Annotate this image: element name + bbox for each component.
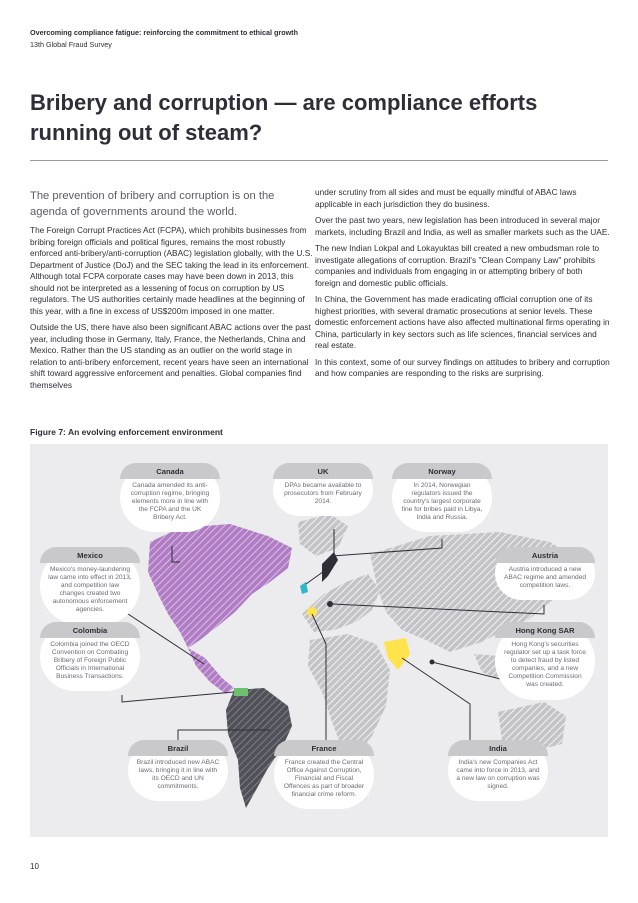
page-number: 10 — [30, 862, 39, 871]
connector-india — [402, 658, 470, 740]
callout-text: France created the Central Office Against Corruption, Financial and Fiscal Offences as part of broader financial crime reform. — [283, 759, 365, 799]
colombia-highlight — [234, 688, 248, 696]
body-paragraph: Over the past two years, new legislation has been introduced in several major markets, including Brazil and India, as well as smaller markets such as the UAE. — [315, 215, 610, 237]
india-highlight — [384, 638, 410, 670]
page-title: Bribery and corruption — are compliance efforts running out of steam? — [30, 90, 538, 145]
figure-title: Figure 7: An evolving enforcement environment — [30, 427, 223, 437]
callout-title: Hong Kong SAR — [495, 622, 595, 638]
callout-title: Colombia — [40, 622, 140, 638]
callout-hongkong — [495, 622, 595, 700]
callout-title: UK — [273, 463, 373, 479]
callout-title: France — [274, 740, 374, 756]
running-header-title: Overcoming compliance fatigue: reinforcing the commitment to ethical growth — [30, 28, 298, 37]
body-paragraph: The Foreign Corrupt Practices Act (FCPA), which prohibits businesses from bribing foreign officials and political figures, remains the most robustly enforced anti-bribery/anti-corruption (ABAC) legislation globally, with the U.S. Department of Justice (DoJ) and the SEC taking the lead in its enforcement. Although total FCPA corporate cases may have been down in 2013, this should not be interpreted as a lessening of focus on corruption by US regulators. The US authorities certainly made headlines at the beginning of this year, with a fine in excess of US$200m imposed in one matter. — [30, 225, 313, 316]
callout-india — [448, 740, 548, 801]
callout-colombia — [40, 622, 140, 691]
africa-landmass — [308, 634, 390, 756]
callout-title: Austria — [495, 547, 595, 563]
callout-text: Mexico's money-laundering law came into effect in 2013, and competition law changes created two autonomous enforcement agencies. — [48, 566, 132, 614]
callout-title: Canada — [120, 463, 220, 479]
body-paragraph: In this context, some of our survey findings on attitudes to bribery and corruption and how companies are responding to the risks are surprising. — [315, 356, 610, 378]
running-header-subtitle: 13th Global Fraud Survey — [30, 40, 112, 49]
europe-landmass — [302, 574, 380, 632]
callout-text: Hong Kong's securities regulator set up a task force to detect fraud by listed companies, and a new Competition Commission was created. — [504, 641, 586, 689]
north-america-landmass — [148, 524, 292, 648]
callout-text: Colombia joined the OECD Convention on Combating Bribery of Foreign Public Officials in International Business Transactions. — [50, 641, 130, 681]
callout-title: Norway — [392, 463, 492, 479]
callout-canada — [120, 463, 220, 532]
greenland-landmass — [298, 514, 348, 556]
callout-text: Austria introduced a new ABAC regime and amended competition laws. — [503, 566, 587, 590]
left-text-column — [30, 188, 314, 396]
callout-text: Brazil introduced new ABAC laws, bringing it in line with its OECD and UN commitments. — [136, 759, 220, 791]
callout-title: Mexico — [40, 547, 140, 563]
body-paragraph: under scrutiny from all sides and must be equally mindful of ABAC laws applicable in each jurisdiction they do business. — [315, 187, 577, 209]
callout-text: In 2014, Norwegian regulators issued the country's largest corporate fine for bribes paid in Libya, India and Russia. — [401, 482, 483, 522]
callout-title: Brazil — [128, 740, 228, 756]
body-paragraph: Outside the US, there have also been significant ABAC actions over the past year, including those in Germany, Italy, France, the Netherlands, China and Mexico. Rather than the US standing as an outlier on the world stage in relation to anti-bribery enforcement, recent years have seen an international shift toward aggressive enforcement and penalties. Global companies find themselves — [30, 322, 311, 390]
callout-text: Canada amended its anti-corruption regime, bringing elements more in line with the FCPA and the UK Bribery Act. — [130, 482, 210, 522]
world-enforcement-map — [30, 444, 608, 837]
callout-text: India's new Companies Act came into force in 2013, and a new law on corruption was signed. — [456, 759, 540, 791]
central-america-landmass — [188, 648, 234, 694]
callout-title: India — [448, 740, 548, 756]
callout-norway — [392, 463, 492, 532]
callout-france — [274, 740, 374, 809]
title-divider — [30, 160, 608, 161]
callout-uk — [273, 463, 373, 516]
body-paragraph: In China, the Government has made eradicating official corruption one of its highest priorities, with several dramatic prosecutions at senior levels. These domestic enforcement actions have also affected multinational firms operating in China, particularly in key sectors such as life sciences, financial services and real estate. — [315, 294, 610, 350]
right-text-column — [315, 187, 610, 385]
lead-paragraph: The prevention of bribery and corruption is on the agenda of governments around the world. — [30, 190, 275, 218]
callout-austria — [495, 547, 595, 600]
callout-text: DPAs became available to prosecutors from February 2014. — [284, 482, 362, 506]
callout-mexico — [40, 547, 140, 625]
callout-brazil — [128, 740, 228, 801]
france-highlight — [307, 607, 317, 617]
connector-colombia — [122, 692, 234, 702]
body-paragraph: The new Indian Lokpal and Lokayuktas bill created a new ombudsman role to investigate allegations of corruption. Brazil's "Clean Company Law" prohibits companies and individuals from engaging in or attempting bribery of both foreign and domestic public officials. — [315, 243, 600, 288]
